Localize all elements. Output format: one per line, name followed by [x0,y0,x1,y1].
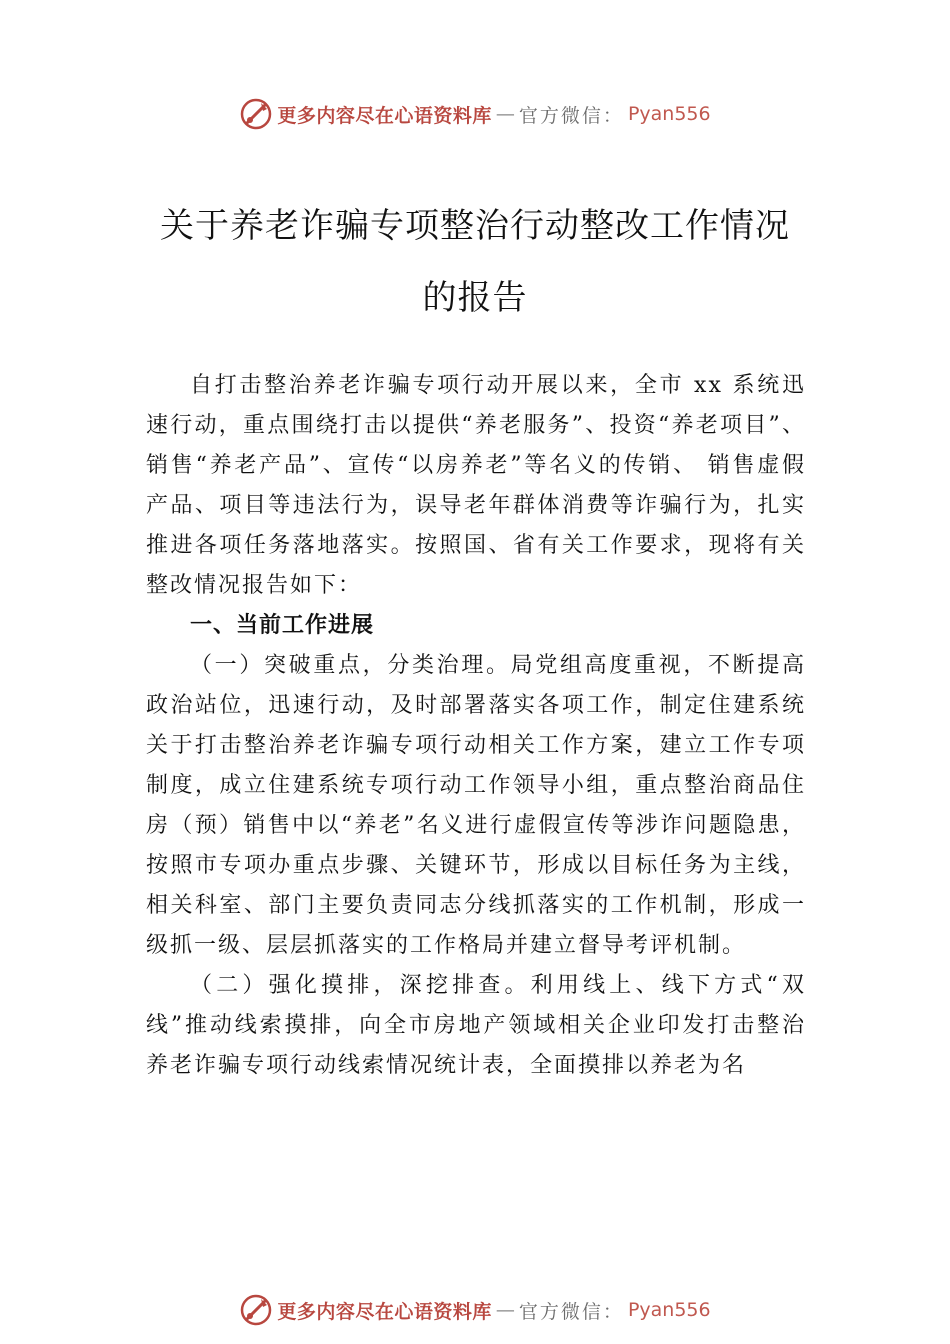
title-line-1: 关于养老诈骗专项整治行动整改工作情况 [160,206,790,246]
watermark-id: Pyan556 [627,1299,711,1321]
watermark-site-text: 更多内容尽在心语资料库 [277,104,492,127]
watermark-site-text: 更多内容尽在心语资料库 [277,1300,492,1323]
watermark-label: 官方微信： [518,104,624,127]
document-body [146,366,806,1086]
section-paragraph-1: （一）突破重点，分类治理。局党组高度重视，不断提高政治站位，迅速行动，及时部署落实各项工作，制定住建系统关于打击整治养老诈骗专项行动相关工作方案，建立工作专项制度，成立住建系统专项行动工作领导小组，重点整治商品住房（预）销售中以“养老”名义进行虚假宣传等涉诈问题隐患，按照市专项办重点步骤、关键环节，形成以目标任务为主线，相关科室、部门主要负责同志分线抓落实的工作机制，形成一级抓一级、层层抓落实的工作格局并建立督导考评机制。 [146,653,806,958]
watermark-footer [0,1292,950,1328]
watermark-id: Pyan556 [627,103,711,125]
watermark-separator: — [495,1299,515,1321]
intro-paragraph: 自打击整治养老诈骗专项行动开展以来，全市 xx 系统迅速行动，重点围绕打击以提供“养老服务”、投资“养老项目”、销售“养老产品”、宣传“以房养老”等名义的传销、 销售虚假产品、项目等违法行为，误导老年群体消费等诈骗行为，扎实推进各项任务落地落实。按照国、省有关工作要求，现将有关整改情况报告如下： [146,373,806,598]
watermark-label: 官方微信： [518,1300,624,1323]
section-paragraph-2: （二）强化摸排，深挖排查。利用线上、线下方式“双线”推动线索摸排，向全市房地产领域相关企业印发打击整治养老诈骗专项行动线索情况统计表，全面摸排以养老为名 [146,973,806,1078]
watermark-separator: — [495,103,515,125]
title-line-2: 的报告 [422,278,528,318]
section-heading: 一、当前工作进展 [190,613,375,638]
watermark-header [0,96,950,132]
document-title [140,190,810,334]
brush-logo-icon [239,1293,273,1327]
brush-logo-icon [239,97,273,131]
